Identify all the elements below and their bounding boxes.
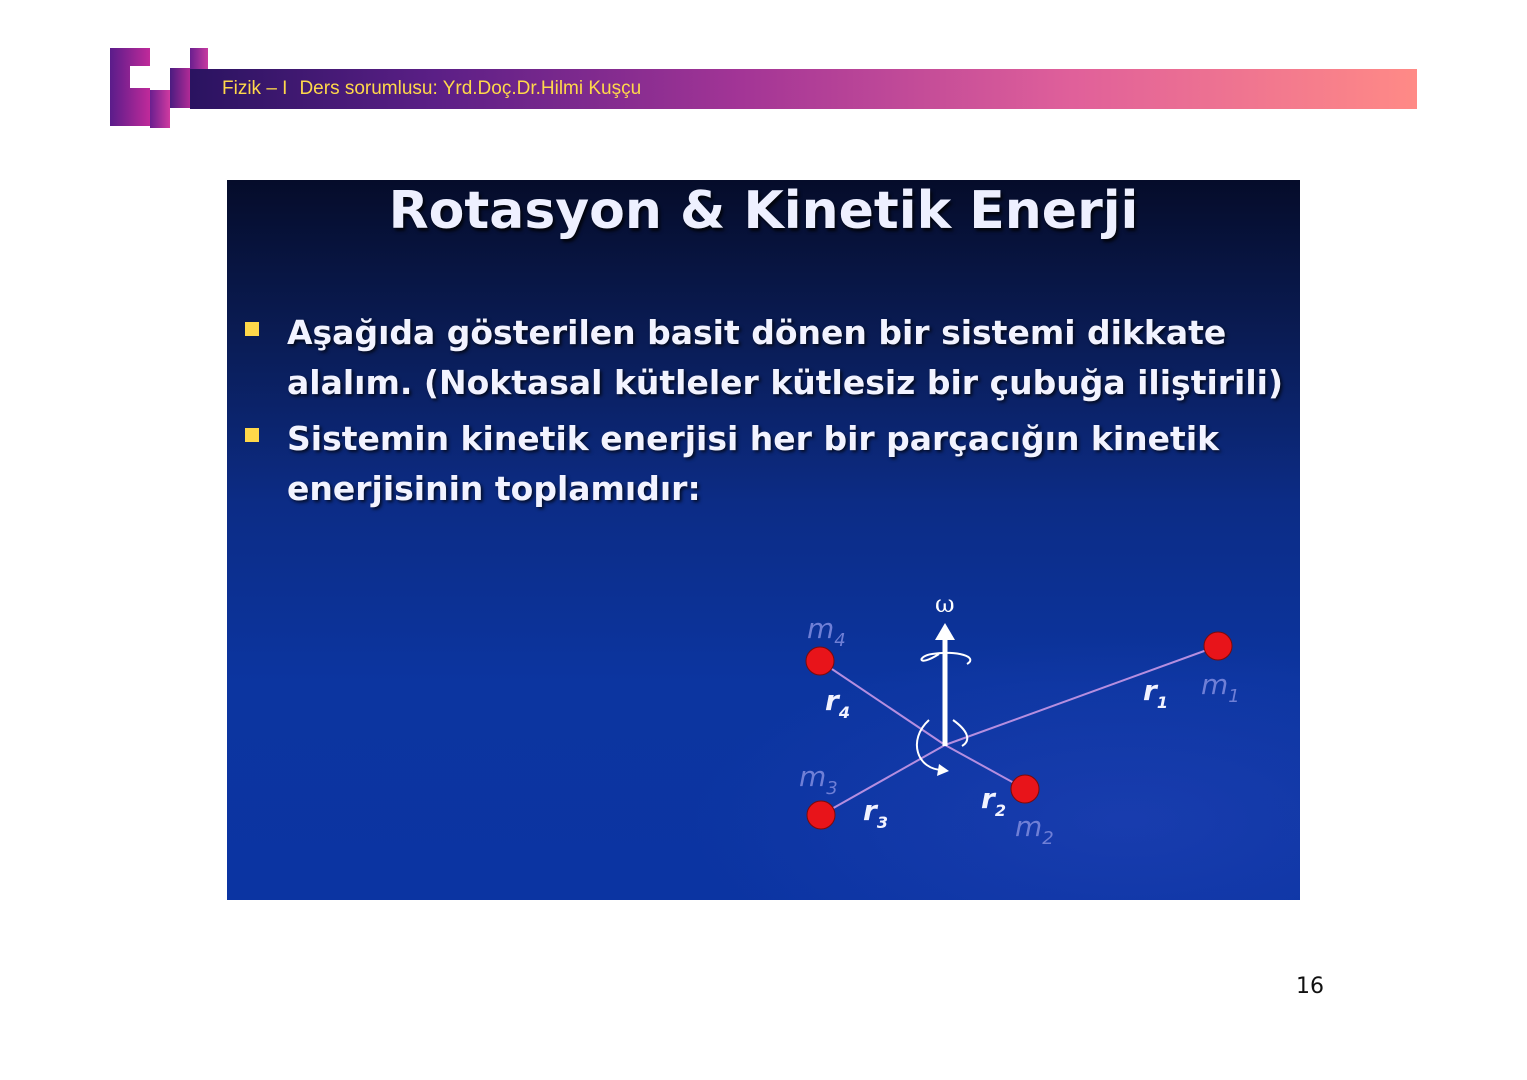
mass-m1: [1204, 632, 1232, 660]
radius-label-r1: $r_1$: [1143, 674, 1168, 712]
instructor-name: Ders sorumlusu: Yrd.Doç.Dr.Hilmi Kuşçu: [299, 78, 642, 99]
mass-m2: [1011, 775, 1039, 803]
slide-title: Rotasyon & Kinetik Enerji: [388, 181, 1139, 241]
page-number: 16: [1296, 974, 1324, 999]
mass-label-m2: $m_2$: [1015, 810, 1054, 849]
rotation-diagram: [227, 180, 1300, 900]
course-name: Fizik – I: [222, 78, 288, 99]
radius-label-r3: $r_3$: [863, 794, 888, 832]
header-text: [222, 76, 641, 102]
bullet-text: Sistemin kinetik enerjisi her bir parçacığın kinetik enerjisinin toplamıdır:: [287, 419, 1220, 508]
slide-image: [227, 180, 1300, 900]
mass-m4: [806, 647, 834, 675]
mass-label-m4: $m_4$: [807, 612, 846, 651]
mass-m3: [807, 801, 835, 829]
mass-label-m3: $m_3$: [799, 760, 838, 799]
radius-label-r2: $r_2$: [981, 782, 1006, 820]
omega-label: ω: [935, 590, 955, 618]
rotation-curl-lower: [917, 720, 943, 770]
mass-label-m1: $m_1$: [1201, 668, 1240, 707]
bullet-text: Aşağıda gösterilen basit dönen bir sistemi dikkate alalım. (Noktasal kütleler kütlesiz bir çubuğa iliştirili): [287, 313, 1284, 402]
rod-r1: [945, 646, 1218, 745]
radius-label-r4: $r_4$: [825, 684, 850, 722]
rod-r3: [821, 745, 945, 815]
